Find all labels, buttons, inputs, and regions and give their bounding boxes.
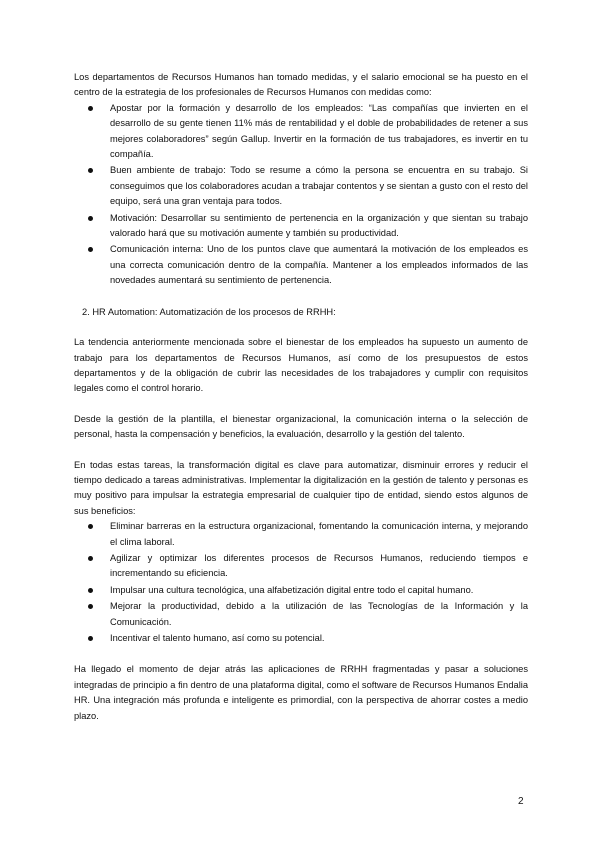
document-page xyxy=(74,70,528,724)
list-item-text: Mejorar la productividad, debido a la utilización de las Tecnologías de la Información y la Comunicación. xyxy=(110,601,528,627)
bullet-icon xyxy=(88,524,93,529)
list-item-text: Incentivar el talento humano, así como su potencial. xyxy=(110,633,325,643)
list-item xyxy=(74,631,528,646)
section-heading: 2. HR Automation: Automatización de los procesos de RRHH: xyxy=(82,306,336,317)
bullet-icon xyxy=(88,247,93,252)
body-paragraph: La tendencia anteriormente mencionada sobre el bienestar de los empleados ha supuesto un aumento de trabajo para los departamentos de Recursos Humanos, así como de los presupuestos de estos departamentos y de la obligación de cubrir las necesidades de los trabajadores y cumplir con requisitos legales como el control horario. xyxy=(74,337,528,394)
list-item-text: Agilizar y optimizar los diferentes procesos de Recursos Humanos, reduciendo tiempos e incrementando su eficiencia. xyxy=(110,552,528,579)
bullet-icon xyxy=(88,588,93,593)
list-item xyxy=(74,519,528,550)
list-item-text: Comunicación interna: Uno de los puntos clave que aumentará la motivación de los empleados es una correcta comunicación dentro de la compañía. Mantener a los empleados informados de las novedades aumentará su sentimiento de pertenencia. xyxy=(110,244,528,286)
list-item-text: Motivación: Desarrollar su sentimiento de pertenencia en la organización y que sientan su trabajo valorado hará que su motivación aumente y también su productividad. xyxy=(110,212,528,239)
list-item-text: Apostar por la formación y desarrollo de los empleados: “Las compañías que invierten en el desarrollo de su gente tienen 11% más de rentabilidad y el doble de probabilidades de retener a sus mejores colaboradores” según Gallup. Invertir en la formación de tus trabajadores, es invertir en tu compañía. xyxy=(110,102,528,160)
intro-paragraph: Los departamentos de Recursos Humanos han tomado medidas, y el salario emocional se ha puesto en el centro de la estrategia de los profesionales de Recursos Humanos con medidas como: xyxy=(74,72,528,98)
list-item xyxy=(74,101,528,163)
bullet-icon xyxy=(88,168,93,173)
bullet-icon xyxy=(88,636,93,641)
list-item-text: Impulsar una cultura tecnológica, una alfabetización digital entre todo el capital humano. xyxy=(110,584,474,595)
list-item-text: Buen ambiente de trabajo: Todo se resume a cómo la persona se encuentra en su trabajo. Si conseguimos que los colaboradores acudan a trabajar contentos y se sientan a gusto con el resto del equipo, será una gran ventaja para todos. xyxy=(110,165,528,207)
body-paragraph: Desde la gestión de la plantilla, el bienestar organizacional, la comunicación interna o la selección de personal, hasta la compensación y beneficios, la evaluación, desarrollo y la gestión del talento. xyxy=(74,413,528,440)
list-item xyxy=(74,211,528,242)
list-item xyxy=(74,551,528,582)
body-paragraph: Ha llegado el momento de dejar atrás las aplicaciones de RRHH fragmentadas y pasar a soluciones integradas de principio a fin dentro de una plataforma digital, como el software de Recursos Humanos Endalia HR. Una integración más profunda e inteligente es primordial, con la perspectiva de ahorrar costes a medio plazo. xyxy=(74,664,528,721)
body-paragraph: En todas estas tareas, la transformación digital es clave para automatizar, disminuir errores y reducir el tiempo dedicado a tareas administrativas. Implementar la digitalización en la gestión de talento y personas es muy positivo para impulsar la estrategia empresarial de cualquier tipo de entidad, siendo estos algunos de sus beneficios: xyxy=(74,459,528,516)
list-item xyxy=(74,599,528,630)
bullet-icon xyxy=(88,604,93,609)
list-item xyxy=(74,242,528,288)
bullet-icon xyxy=(88,556,93,561)
list-item xyxy=(74,583,528,598)
list-item xyxy=(74,163,528,209)
bullet-icon xyxy=(88,216,93,221)
page-number: 2 xyxy=(518,796,524,807)
bullet-icon xyxy=(88,106,93,111)
benefits-list xyxy=(74,519,528,646)
measures-list xyxy=(74,101,528,289)
list-item-text: Eliminar barreras en la estructura organizacional, fomentando la comunicación interna, y mejorando el clima laboral. xyxy=(110,521,528,547)
